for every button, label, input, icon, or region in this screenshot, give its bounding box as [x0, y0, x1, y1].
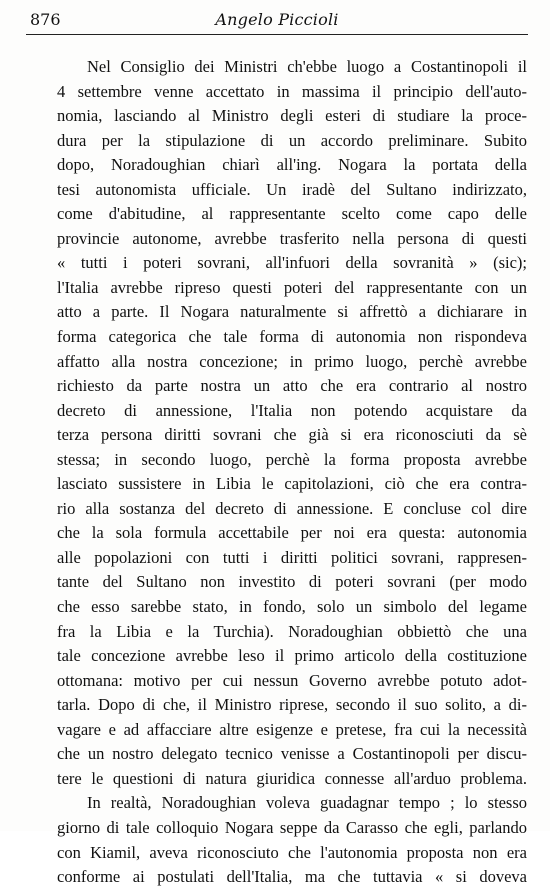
text-line: richiesto da parte nostra un atto che era contrario al nostro [57, 376, 527, 396]
text-line: lasciato sussistere in Libia le capitolazioni, ciò che era contra- [57, 474, 527, 494]
text-line: In realtà, Noradoughian voleva guadagnar tempo ; lo stesso [87, 793, 527, 813]
text-line: Nel Consiglio dei Ministri ch'ebbe luogo a Costantinopoli il [87, 57, 527, 76]
text-line: provincie autonome, avrebbe trasferito nella persona di questi [57, 228, 527, 248]
text-line: che la sola formula accettabile per noi era questa: autonomia [57, 523, 527, 543]
text-line: come d'abitudine, al rappresentante scelto come capo delle [57, 204, 527, 224]
text-line: dopo, Noradoughian chiarì all'ing. Nogara la portata della [57, 155, 527, 175]
text-line: vagare e ad affacciare altre esigenze e pretese, fra cui la necessità [57, 719, 527, 739]
text-line: nomia, lasciando al Ministro degli esteri di studiare la proce- [57, 106, 527, 126]
text-line: l'Italia avrebbe ripreso questi poteri del rappresentante con un [57, 277, 527, 297]
text-line: tale concezione avrebbe leso il primo articolo della costituzione [57, 646, 527, 666]
running-head: Angelo Piccioli [215, 10, 339, 29]
text-line: alle popolazioni con tutti i diritti politici sovrani, rappresen- [57, 547, 527, 567]
text-line: conforme ai postulati dell'Italia, ma che tuttavia « si doveva [57, 867, 527, 887]
page-number: 876 [30, 10, 61, 29]
page-header [26, 6, 528, 35]
text-line: che esso sarebbe stato, in fondo, solo un simbolo del legame [57, 597, 527, 617]
text-line: che un nostro delegato tecnico venisse a Costantinopoli per discu- [57, 744, 527, 764]
text-line: tante del Sultano non investito di poteri sovrani (per modo [57, 572, 527, 592]
text-line: decreto di annessione, l'Italia non potendo acquistare da [57, 400, 527, 420]
text-line: forma categorica che tale forma di autonomia non rispondeva [57, 327, 527, 347]
text-line: 4 settembre venne accettato in massima il principio dell'auto- [57, 81, 527, 101]
text-line: « tutti i poteri sovrani, all'infuori della sovranità » (sic); [57, 253, 527, 273]
text-line: atto a parte. Il Nogara naturalmente si affrettò a dichiarare in [57, 302, 527, 322]
text-line: giorno di tale colloquio Nogara seppe da Carasso che egli, parlando [57, 817, 527, 837]
text-line: fra la Libia e la Turchia). Noradoughian obbiettò che una [57, 621, 527, 641]
text-line: rio alla sostanza del decreto di annessione. E concluse col dire [57, 498, 527, 518]
body-text [57, 55, 527, 890]
text-line: con Kiamil, aveva riconosciuto che l'autonomia proposta non era [57, 842, 527, 862]
text-line: dura per la stipulazione di un accordo preliminare. Subito [57, 130, 527, 150]
text-line: affatto alla nostra concezione; in primo luogo, perchè avrebbe [57, 351, 527, 371]
text-line: tarla. Dopo di che, il Ministro riprese, secondo il suo solito, a di- [57, 695, 527, 715]
text-line: ottomana: motivo per cui nessun Governo avrebbe potuto adot- [57, 670, 527, 690]
text-line: tesi autonomista ufficiale. Un iradè del Sultano indirizzato, [57, 179, 527, 199]
text-line: stessa; in secondo luogo, perchè la forma proposta avrebbe [57, 449, 527, 469]
text-line: terza persona diritti sovrani che già si era riconosciuti da sè [57, 425, 527, 445]
text-line: tere le questioni di natura giuridica connesse all'arduo problema. [57, 768, 527, 788]
